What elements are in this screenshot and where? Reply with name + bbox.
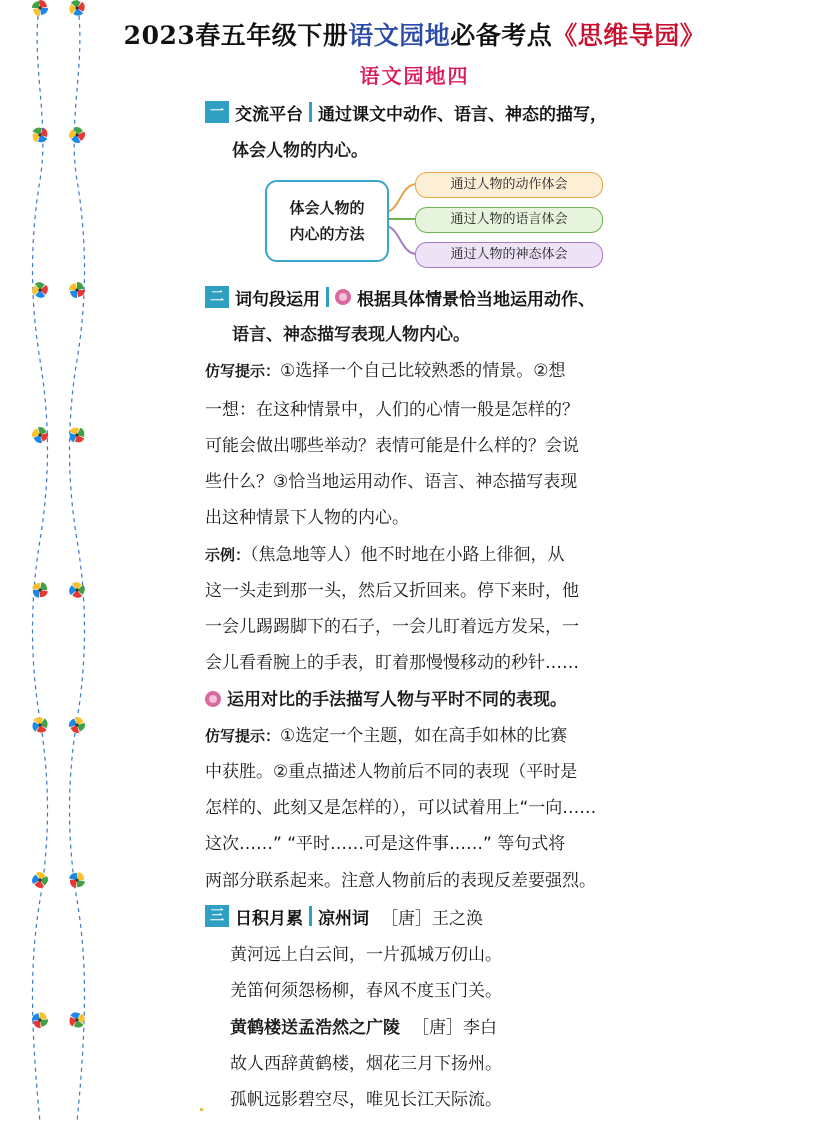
example-label: 示例： <box>205 546 251 564</box>
section-divider <box>309 102 312 122</box>
flower-bullet-icon <box>205 691 221 707</box>
mindmap-branch-expression: 通过人物的神态体会 <box>415 242 603 268</box>
section-1-desc: 通过课文中动作、语言、神态的描写， <box>318 104 607 125</box>
tip1-line-3: 可能会做出哪些举动？表情可能是什么样的？会说 <box>205 436 579 456</box>
mindmap-center-line1: 体会人物的 <box>289 199 365 217</box>
title-yuwen-yuandi: 语文园地 <box>348 21 451 50</box>
mindmap-center-node <box>265 180 389 262</box>
tip-label: 仿写提示： <box>205 362 281 380</box>
tip1-line-2: 一想：在这种情景中，人们的心情一般是怎样的？ <box>205 400 579 420</box>
example-line-4: 会儿看看腕上的手表，盯着那慢慢移动的秒针…… <box>205 653 579 673</box>
poem1-title: 凉州词 <box>318 908 369 929</box>
poem2-line-2: 孤帆远影碧空尽，唯见长江天际流。 <box>230 1090 502 1110</box>
decorative-dot <box>200 1108 203 1111</box>
pinwheel-icon <box>29 124 50 145</box>
example-line-3: 一会儿踢踢脚下的石子，一会儿盯着远方发呆，一 <box>205 617 579 637</box>
tip2-line-1 <box>205 721 665 746</box>
section-3-number: 三 <box>205 905 229 927</box>
page-title <box>0 16 829 52</box>
section-1-desc-line2: 体会人物的内心。 <box>232 141 368 161</box>
section-divider <box>326 287 329 307</box>
example-line-1 <box>205 540 665 565</box>
tip-label-2: 仿写提示： <box>205 727 281 745</box>
section-1-name: 交流平台 <box>235 104 303 125</box>
poem2-title: 黄鹤楼送孟浩然之广陵 <box>230 1018 400 1038</box>
section-2-point1-line2: 语言、神态描写表现人物内心。 <box>232 325 470 345</box>
title-grade: 2023春五年级下册 <box>123 21 349 50</box>
section-1-header <box>205 99 607 125</box>
pinwheel-icon <box>66 124 87 145</box>
point2-text: 运用对比的手法描写人物与平时不同的表现。 <box>227 690 567 710</box>
section-divider <box>309 906 312 926</box>
title-mindmap: 《思维导园》 <box>552 21 706 50</box>
pinwheel-icon <box>66 579 89 602</box>
poem1-line-2: 羌笛何须怨杨柳，春风不度玉门关。 <box>230 981 502 1001</box>
tip2-text-0: ①选定一个主题，如在高手如林的比赛 <box>280 726 568 746</box>
tip2-line-3: 怎样的、此刻又是怎样的），可以试着用上“一向…… <box>205 798 597 818</box>
mindmap-center-line2: 内心的方法 <box>289 225 365 243</box>
tip2-line-2: 中获胜。②重点描述人物前后不同的表现（平时是 <box>205 762 578 782</box>
flower-bullet-icon <box>335 289 351 305</box>
section-2-name: 词句段运用 <box>235 289 320 310</box>
example-text-0: （焦急地等人）他不时地在小路上徘徊，从 <box>250 545 565 565</box>
pinwheel-icon <box>69 282 85 298</box>
mindmap-branch-language: 通过人物的语言体会 <box>415 207 603 233</box>
poem2-author: ［唐］李白 <box>412 1018 497 1038</box>
pinwheel-icon <box>29 869 51 891</box>
section-2-number: 二 <box>205 286 229 308</box>
section-3-header <box>205 903 483 929</box>
pinwheel-icon <box>66 424 87 445</box>
section-2-header <box>205 284 595 310</box>
pinwheel-icon <box>67 715 87 735</box>
pinwheel-icon <box>31 1011 48 1028</box>
title-kaodian: 必备考点 <box>450 21 553 50</box>
section-3-name: 日积月累 <box>235 908 303 929</box>
pinwheel-icon <box>32 0 48 16</box>
poem1-line-1: 黄河远上白云间，一片孤城万仞山。 <box>230 945 502 965</box>
mindmap <box>265 172 610 272</box>
mindmap-branch-action: 通过人物的动作体会 <box>415 172 603 198</box>
tip1-line-1 <box>205 356 665 381</box>
pinwheel-decoration-strip <box>22 0 112 1122</box>
tip1-line-4: 些什么？③恰当地运用动作、语言、神态描写表现 <box>205 472 578 492</box>
tip2-line-5: 两部分联系起来。注意人物前后的表现反差要强烈。 <box>205 871 596 891</box>
section-2-point2 <box>205 685 665 710</box>
pinwheel-icon <box>31 581 50 600</box>
page-subtitle: 语文园地四 <box>359 64 470 88</box>
example-line-2: 这一头走到那一头，然后又折回来。停下来时，他 <box>205 581 579 601</box>
pinwheel-icon <box>68 871 87 890</box>
tip1-text-0: ①选择一个自己比较熟悉的情景。②想 <box>280 361 566 381</box>
tip2-line-4: 这次……” “平时……可是这件事……” 等句式将 <box>205 834 566 854</box>
poem1-author: ［唐］王之涣 <box>381 908 483 929</box>
section-2-point1-line1: 根据具体情景恰当地运用动作、 <box>357 289 595 310</box>
poem2-line-1: 故人西辞黄鹤楼，烟花三月下扬州。 <box>230 1054 502 1074</box>
section-1-number: 一 <box>205 101 229 123</box>
poem2-heading <box>230 1013 690 1038</box>
tip1-line-5: 出这种情景下人物的内心。 <box>205 508 409 528</box>
